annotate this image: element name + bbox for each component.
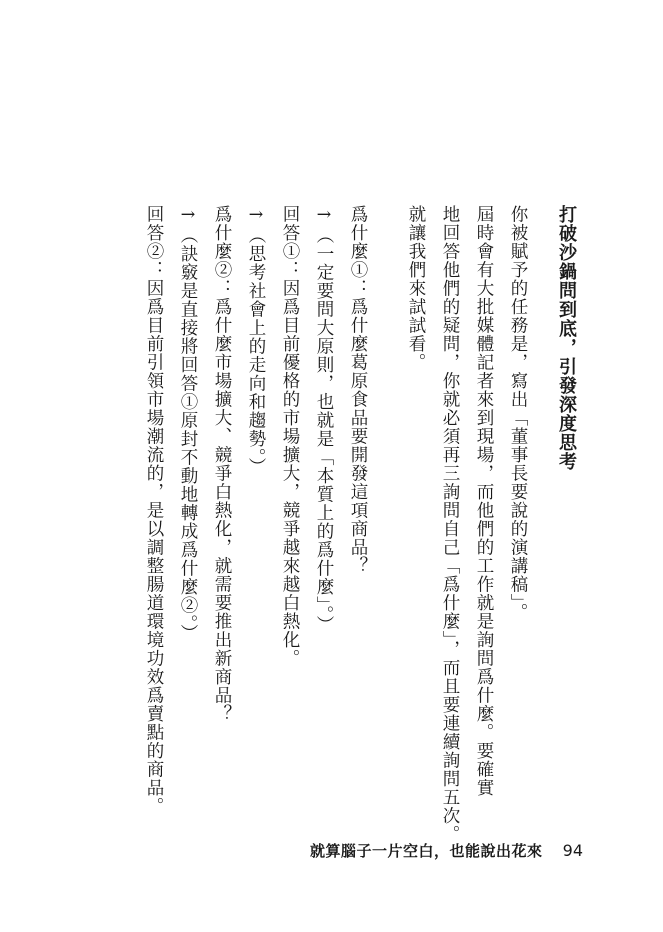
example-line: →（一定要問大原則，也就是「本質上的爲什麼」。） [314,205,334,634]
example-line: 爲什麼②：爲什麼市場擴大、競爭白熱化，就需要推出新商品？ [212,205,232,723]
paragraph-line: 地回答他們的疑問，你就必須再三詢問自己「爲什麼」，而且要連續詢問五次。 [440,205,460,844]
example-line: →（訣竅是直接將回答①原封不動地轉成爲什麼②。） [178,205,198,643]
paragraph-line: 就讓我們來試試看。 [406,205,426,372]
paragraph-line: 你被賦予的任務是，寫出「董事長要說的演講稿」。 [508,205,528,622]
example-line: 回答①：因爲目前優格的市場擴大，競爭越來越白熱化。 [280,205,300,668]
book-title: 就算腦子一片空白，也能說出花來 [310,842,543,860]
section-heading: 打破沙鍋問到底，引發深度思考 [556,205,577,471]
example-line: →（思考社會上的走向和趨勢。） [246,205,266,477]
vertical-text-block [137,205,583,844]
paragraph-line: 屆時會有大批媒體記者來到現場，而他們的工作就是詢問爲什麼。要確實 [474,205,494,797]
example-line: 回答②：因爲目前引領市場潮流的，是以調整腸道環境功效爲賣點的商品。 [144,205,164,816]
example-line: 爲什麼①：爲什麼葛原食品要開發這項商品？ [348,205,368,575]
page-footer [310,840,583,861]
page-number: 94 [562,841,583,860]
